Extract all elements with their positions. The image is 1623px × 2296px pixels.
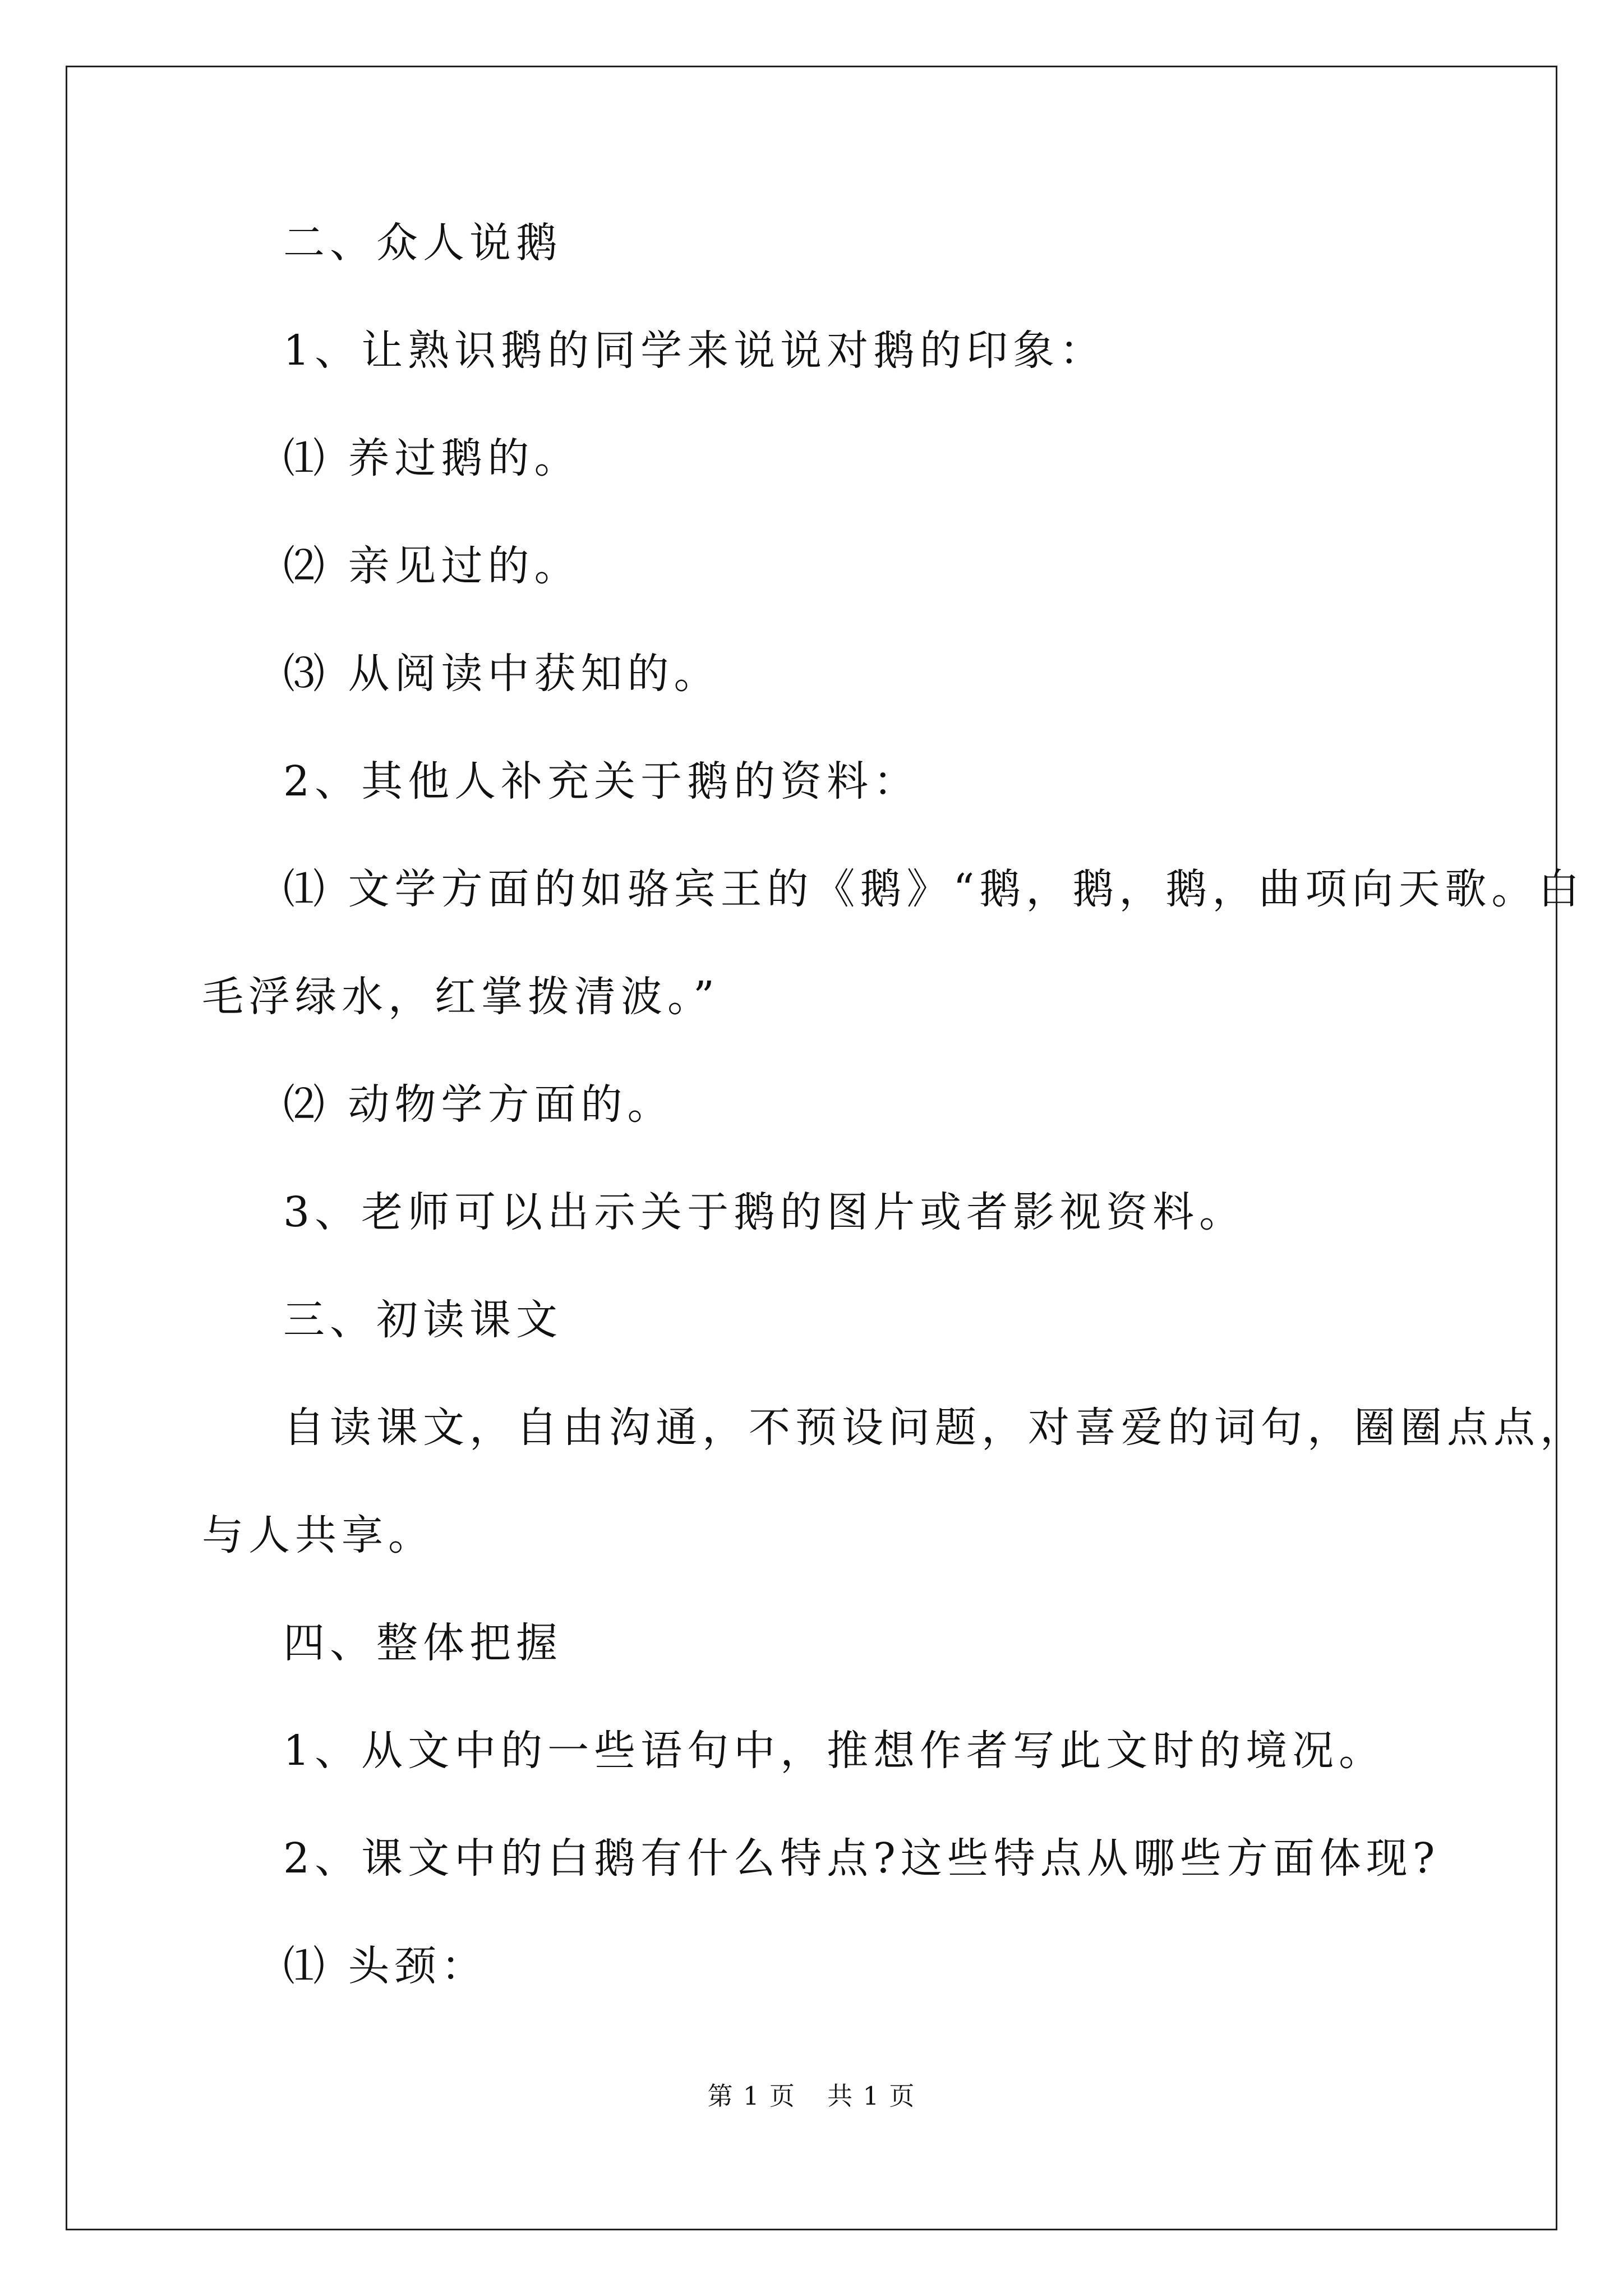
paragraph: ⑵ 亲见过的。 (283, 542, 581, 590)
document-body (202, 216, 1587, 1993)
paragraph: ⑴ 文学方面的如骆宾王的《鹅》“鹅，鹅，鹅，曲项向天歌。白 (283, 865, 1585, 913)
paragraph: 1、从文中的一些语句中，推想作者写此文时的境况。 (283, 1727, 1386, 1775)
paragraph: ⑴ 养过鹅的。 (283, 434, 581, 482)
page-total: 共 1 页 (827, 2081, 916, 2111)
section-heading: 二、众人说鹅 (283, 219, 562, 267)
paragraph: ⑶ 从阅读中获知的。 (283, 650, 721, 698)
paragraph: 自读课文，自由沟通，不预设问题，对喜爱的词句，圈圈点点， (283, 1404, 1587, 1452)
page-footer (0, 2076, 1623, 2112)
paragraph: ⑴ 头颈： (283, 1942, 488, 1990)
page-number: 第 1 页 (707, 2081, 796, 2111)
paragraph: 2、课文中的白鹅有什么特点?这些特点从哪些方面体现? (283, 1834, 1440, 1883)
paragraph-continuation: 毛浮绿水，红掌拨清波。” (202, 973, 720, 1021)
section-heading: 三、初读课文 (283, 1296, 562, 1344)
section-heading: 四、整体把握 (283, 1619, 562, 1667)
paragraph: 1、让熟识鹅的同学来说说对鹅的印象： (283, 326, 1106, 375)
paragraph: ⑵ 动物学方面的。 (283, 1080, 674, 1129)
paragraph: 2、其他人补充关于鹅的资料： (283, 757, 920, 806)
paragraph: 3、老师可以出示关于鹅的图片或者影视资料。 (283, 1188, 1246, 1236)
paragraph-continuation: 与人共享。 (202, 1511, 435, 1559)
